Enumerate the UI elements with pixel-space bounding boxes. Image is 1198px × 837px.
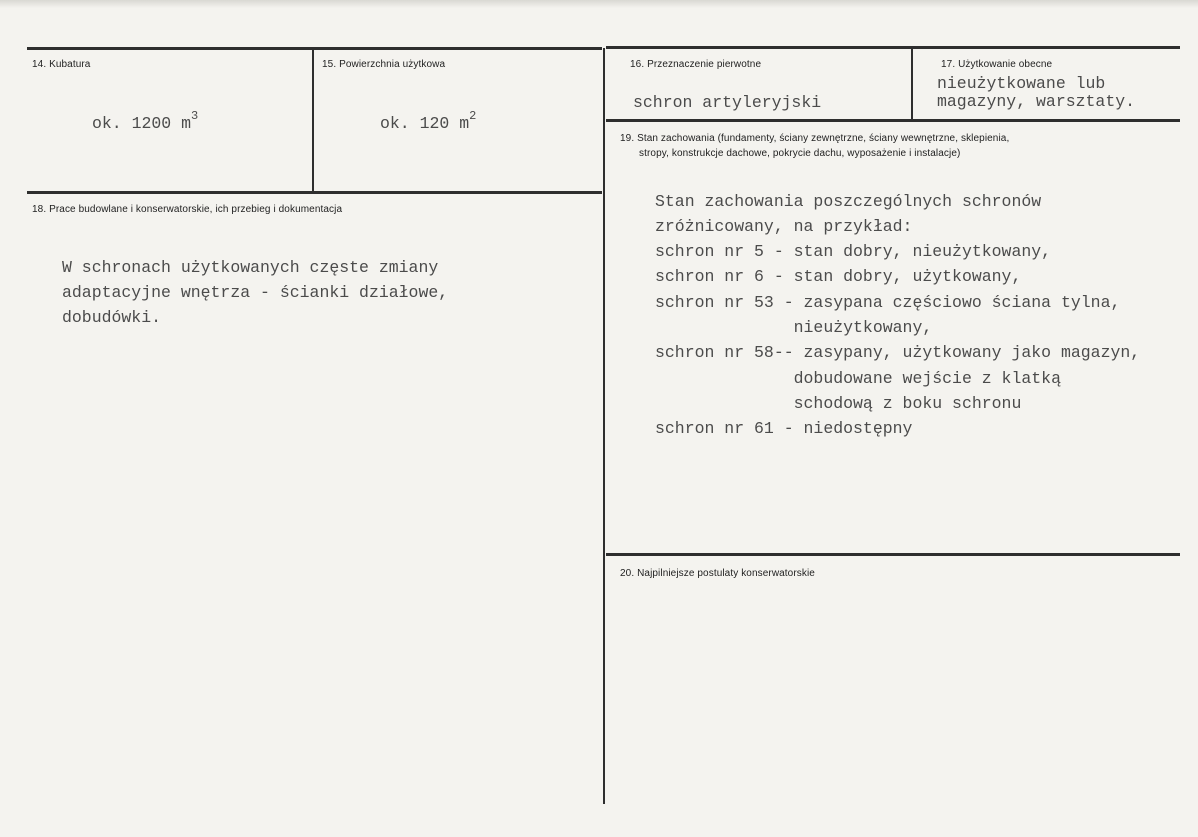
page-edge-shadow [0, 0, 1198, 8]
rule-under-16-17 [606, 119, 1180, 122]
field-17-line-1: nieużytkowane lub [937, 74, 1106, 93]
field-18-line: dobudówki. [62, 308, 162, 327]
area-exponent: 2 [469, 109, 477, 123]
center-divider [603, 48, 605, 804]
field-16-value: schron artyleryjski [633, 93, 822, 112]
field-16-label: 16. Przeznaczenie pierwotne [630, 59, 762, 70]
field-19-label-line-1: 19. Stan zachowania (fundamenty, ściany zewnętrzne, ściany wewnętrzne, sklepienia, [620, 133, 1010, 144]
field-14-label: 14. Kubatura [32, 59, 91, 70]
area-value: ok. 120 m [380, 114, 470, 133]
field-19-line: nieużytkowany, [655, 318, 933, 337]
field-19-line: schron nr 6 - stan dobry, użytkowany, [655, 267, 1022, 286]
field-17-label: 17. Użytkowanie obecne [941, 59, 1053, 70]
divider-14-15 [312, 49, 314, 193]
field-15-value [380, 111, 476, 136]
field-19-line: schron nr 5 - stan dobry, nieużytkowany, [655, 242, 1052, 261]
field-19-line: zróżnicowany, na przykład: [655, 217, 913, 236]
field-19-line: dobudowane wejście z klatką [655, 369, 1061, 388]
divider-16-17 [911, 48, 913, 120]
field-14-value [92, 111, 198, 136]
top-rule-left [27, 47, 602, 50]
field-17-line-2: magazyny, warsztaty. [937, 92, 1136, 111]
field-15-label: 15. Powierzchnia użytkowa [322, 59, 446, 70]
field-19-line: Stan zachowania poszczególnych schronów [655, 192, 1042, 211]
field-19-line: schron nr 53 - zasypana częściowo ściana tylna, [655, 293, 1121, 312]
field-19-line: schron nr 58-- zasypany, użytkowany jako magazyn, [655, 343, 1141, 362]
field-18-line: W schronach użytkowanych częste zmiany [62, 258, 439, 277]
volume-exponent: 3 [191, 109, 199, 123]
field-20-label: 20. Najpilniejsze postulaty konserwatorskie [620, 568, 815, 579]
field-18-label: 18. Prace budowlane i konserwatorskie, ich przebieg i dokumentacja [32, 204, 343, 215]
rule-under-14-15 [27, 191, 602, 194]
field-18-line: adaptacyjne wnętrza - ścianki działowe, [62, 283, 449, 302]
volume-value: ok. 1200 m [92, 114, 192, 133]
top-rule-right [606, 46, 1180, 49]
rule-above-20 [606, 553, 1180, 556]
field-19-line: schodową z boku schronu [655, 394, 1022, 413]
field-19-line: schron nr 61 - niedostępny [655, 419, 913, 438]
field-19-label-line-2: stropy, konstrukcje dachowe, pokrycie dachu, wyposażenie i instalacje) [639, 148, 961, 159]
